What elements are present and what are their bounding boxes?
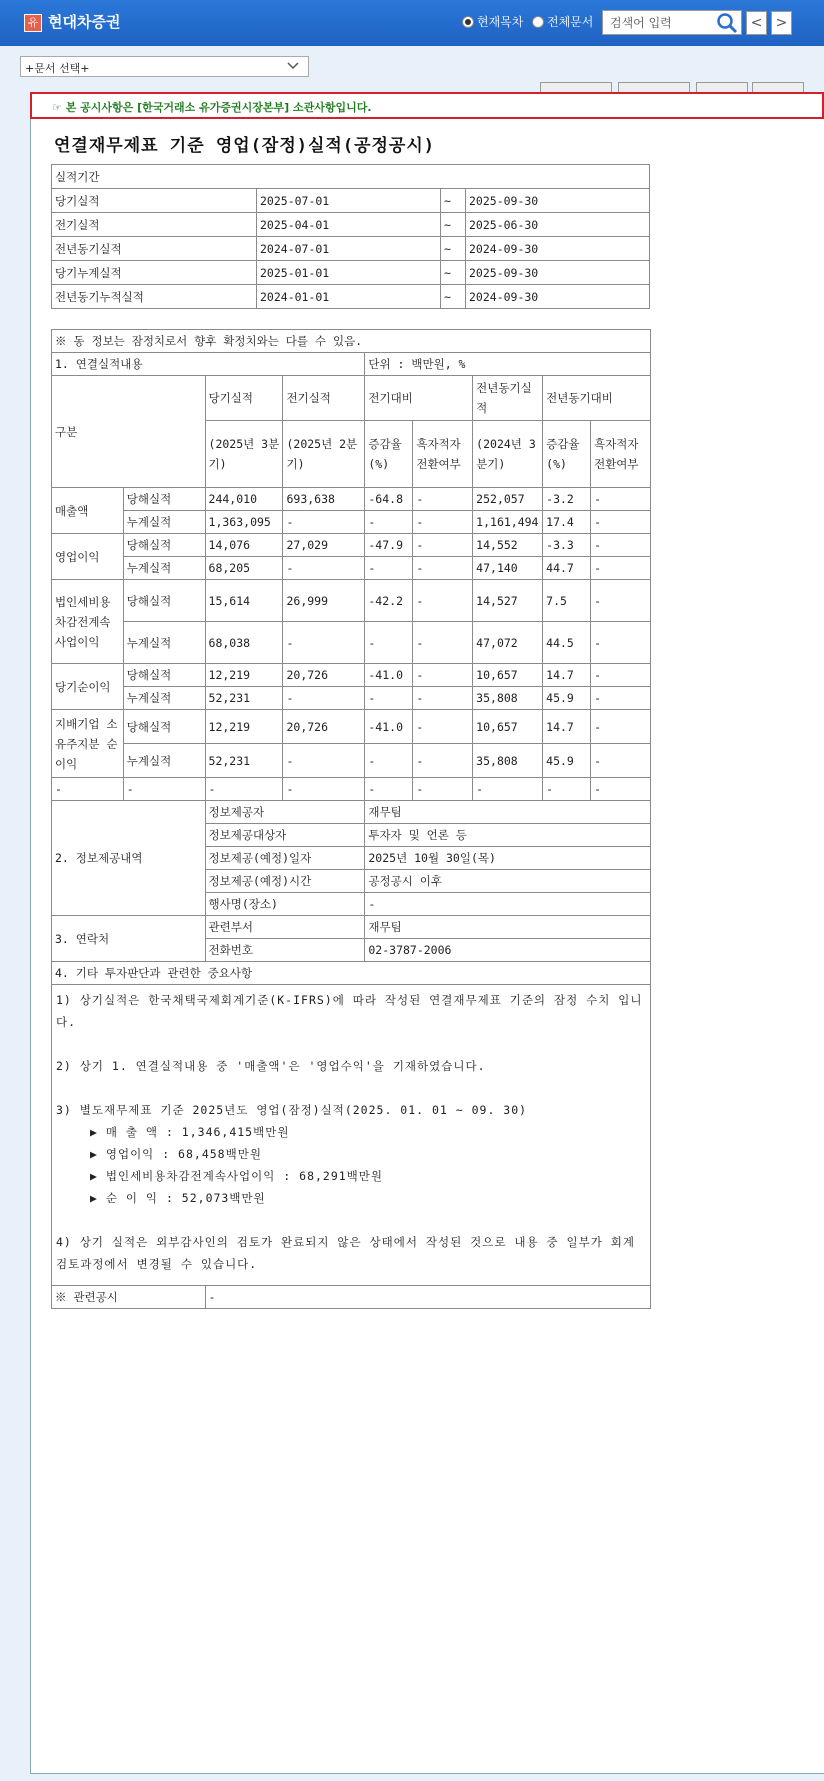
cell-value: - xyxy=(591,511,651,534)
contact-value: 02-3787-2006 xyxy=(365,939,651,962)
misc-bullet: ▶ 매 출 액 : 1,346,415백만원 xyxy=(90,1125,290,1139)
table-row xyxy=(52,237,650,261)
table-row xyxy=(52,778,651,801)
cell-value: - xyxy=(123,778,205,801)
cell-value: 1,363,095 xyxy=(205,511,283,534)
cell-value: - xyxy=(591,710,651,744)
cell-value: - xyxy=(365,687,413,710)
cell-value: -41.0 xyxy=(365,710,413,744)
cell-value: - xyxy=(365,622,413,664)
cell-value: 14.7 xyxy=(543,664,591,687)
toolbar-button[interactable] xyxy=(752,82,804,92)
item-name: 법인세비용차감전계속사업이익 xyxy=(52,580,124,664)
cell-value: - xyxy=(413,534,473,557)
table-row xyxy=(52,710,651,744)
cell-value: - xyxy=(591,664,651,687)
cell-value: - xyxy=(543,778,591,801)
radio-all-label: 전체문서 xyxy=(547,15,594,29)
row-type: 누계실적 xyxy=(123,557,205,580)
toolbar-button[interactable] xyxy=(696,82,748,92)
period-to: 2025-09-30 xyxy=(466,261,650,285)
header-current: 당기실적 xyxy=(205,376,283,421)
cell-value: - xyxy=(413,687,473,710)
cell-value: 20,726 xyxy=(283,710,365,744)
cell-value: 68,205 xyxy=(205,557,283,580)
cell-value: - xyxy=(283,778,365,801)
cell-value: - xyxy=(413,580,473,622)
search-icon[interactable] xyxy=(716,12,738,34)
toolbar-button[interactable] xyxy=(540,82,612,92)
table-row xyxy=(52,511,651,534)
cell-value: 17.4 xyxy=(543,511,591,534)
table-row xyxy=(52,801,651,824)
header-previous: 전기실적 xyxy=(283,376,365,421)
cell-value: - xyxy=(413,664,473,687)
search-input[interactable]: 검색어 입력 xyxy=(602,10,742,35)
header-rate-yoy: 증감율(%) xyxy=(543,421,591,488)
period-label: 전년동기누적실적 xyxy=(52,285,257,309)
info-value: 2025년 10월 30일(목) xyxy=(365,847,651,870)
row-type: 당해실적 xyxy=(123,710,205,744)
misc-paragraph: 3) 별도재무제표 기준 2025년도 영업(잠정)실적(2025. 01. 01 ~ 09. 30) xyxy=(56,1103,528,1117)
period-to: 2025-09-30 xyxy=(466,189,650,213)
row-type: 누계실적 xyxy=(123,511,205,534)
cell-value: - xyxy=(283,687,365,710)
cell-value: - xyxy=(413,778,473,801)
row-type: 당해실적 xyxy=(123,580,205,622)
cell-value: - xyxy=(591,534,651,557)
table-row xyxy=(52,744,651,778)
cell-value: 252,057 xyxy=(473,488,543,511)
info-key: 정보제공(예정)시간 xyxy=(205,870,365,893)
table-row xyxy=(52,488,651,511)
period-label: 전기실적 xyxy=(52,213,257,237)
info-key: 행사명(장소) xyxy=(205,893,365,916)
top-bar xyxy=(0,0,824,46)
row-type: 당해실적 xyxy=(123,488,205,511)
related-label: ※ 관련공시 xyxy=(52,1286,206,1309)
cell-value: 12,219 xyxy=(205,710,283,744)
provisional-note: ※ 동 정보는 잠정치로서 향후 확정치와는 다를 수 있음. xyxy=(52,330,651,353)
page-title: 연결재무제표 기준 영업(잠정)실적(공정공시) xyxy=(54,136,436,156)
radio-all-docs[interactable] xyxy=(532,13,593,30)
row-type: 누계실적 xyxy=(123,622,205,664)
table-row xyxy=(52,261,650,285)
cell-value: - xyxy=(365,511,413,534)
toolbar-button[interactable] xyxy=(618,82,690,92)
cell-value: - xyxy=(413,488,473,511)
period-header: 실적기간 xyxy=(52,165,650,189)
chevron-down-icon xyxy=(286,59,300,73)
item-name: 영업이익 xyxy=(52,534,124,580)
cell-value: 52,231 xyxy=(205,744,283,778)
misc-paragraph: 4) 상기 실적은 외부감사인의 검토가 완료되지 않은 상태에서 작성된 것으로 내용 중 일부가 회계검토과정에서 변경될 수 있습니다. xyxy=(56,1235,635,1271)
period-label: 전년동기실적 xyxy=(52,237,257,261)
period-table xyxy=(51,164,650,309)
cell-value: - xyxy=(473,778,543,801)
cell-value: 7.5 xyxy=(543,580,591,622)
header-previous-sub: (2025년 2분기) xyxy=(283,421,365,488)
cell-value: 45.9 xyxy=(543,744,591,778)
info-value: - xyxy=(365,893,651,916)
period-sep: ~ xyxy=(441,261,466,285)
cell-value: 52,231 xyxy=(205,687,283,710)
company-name: 현대차증권 xyxy=(48,13,121,31)
header-prev-compare: 전기대비 xyxy=(365,376,473,421)
radio-current-toc[interactable] xyxy=(462,13,523,30)
table-row xyxy=(52,687,651,710)
table-row xyxy=(52,213,650,237)
period-from: 2025-01-01 xyxy=(257,261,441,285)
cell-value: 45.9 xyxy=(543,687,591,710)
header-category: 구분 xyxy=(52,376,206,488)
cell-value: - xyxy=(591,687,651,710)
radio-selected-icon[interactable] xyxy=(462,16,474,28)
cell-value: 1,161,494 xyxy=(473,511,543,534)
section-heading: 3. 연락처 xyxy=(52,916,206,962)
radio-unselected-icon[interactable] xyxy=(532,16,544,28)
misc-paragraph: 2) 상기 1. 연결실적내용 중 '매출액'은 '영업수익'을 기재하였습니다. xyxy=(56,1059,486,1073)
cell-value: 20,726 xyxy=(283,664,365,687)
table-row xyxy=(52,189,650,213)
period-to: 2025-06-30 xyxy=(466,213,650,237)
period-sep: ~ xyxy=(441,213,466,237)
cell-value: 14,076 xyxy=(205,534,283,557)
section-heading: 1. 연결실적내용 xyxy=(52,353,365,376)
table-row xyxy=(52,557,651,580)
cell-value: 26,999 xyxy=(283,580,365,622)
cell-value: - xyxy=(413,710,473,744)
row-type: 당해실적 xyxy=(123,664,205,687)
cell-value: -64.8 xyxy=(365,488,413,511)
header-current-sub: (2025년 3분기) xyxy=(205,421,283,488)
cell-value: - xyxy=(591,580,651,622)
cell-value: -3.3 xyxy=(543,534,591,557)
cell-value: - xyxy=(413,557,473,580)
unit-label: 단위 : 백만원, % xyxy=(365,353,651,376)
info-value: 공정공시 이후 xyxy=(365,870,651,893)
document-select-value: +문서 선택+ xyxy=(25,62,90,75)
header-yoy-compare: 전년동기대비 xyxy=(543,376,651,421)
table-row xyxy=(52,916,651,939)
cell-value: 47,072 xyxy=(473,622,543,664)
misc-bullet: ▶ 영업이익 : 68,458백만원 xyxy=(90,1147,262,1161)
jurisdiction-notice: ☞ 본 공시사항은 [한국거래소 유가증권시장본부] 소관사항입니다. xyxy=(30,92,824,119)
document-select[interactable] xyxy=(20,56,309,77)
row-type: 누계실적 xyxy=(123,744,205,778)
cell-value: - xyxy=(591,744,651,778)
cell-value: - xyxy=(591,778,651,801)
period-from: 2024-01-01 xyxy=(257,285,441,309)
cell-value: -3.2 xyxy=(543,488,591,511)
cell-value: 35,808 xyxy=(473,744,543,778)
table-row xyxy=(52,285,650,309)
cell-value: 44.7 xyxy=(543,557,591,580)
item-name: 지배기업 소유주지분 순이익 xyxy=(52,710,124,778)
cell-value: 35,808 xyxy=(473,687,543,710)
cell-value: -42.2 xyxy=(365,580,413,622)
cell-value: - xyxy=(283,622,365,664)
info-value: 재무팀 xyxy=(365,801,651,824)
cell-value: - xyxy=(591,622,651,664)
contact-key: 전화번호 xyxy=(205,939,365,962)
period-to: 2024-09-30 xyxy=(466,237,650,261)
misc-bullet: ▶ 법인세비용차감전계속사업이익 : 68,291백만원 xyxy=(90,1169,384,1183)
header-rate: 증감율(%) xyxy=(365,421,413,488)
info-key: 정보제공자 xyxy=(205,801,365,824)
cell-value: - xyxy=(413,622,473,664)
cell-value: 68,038 xyxy=(205,622,283,664)
table-row xyxy=(52,534,651,557)
company-logo-icon: 유 xyxy=(24,14,42,32)
cell-value: - xyxy=(365,778,413,801)
results-table xyxy=(51,329,651,1309)
period-sep: ~ xyxy=(441,189,466,213)
cell-value: 47,140 xyxy=(473,557,543,580)
cell-value: -41.0 xyxy=(365,664,413,687)
cell-value: -47.9 xyxy=(365,534,413,557)
period-from: 2025-04-01 xyxy=(257,213,441,237)
header-yoy-sub: (2024년 3분기) xyxy=(473,421,543,488)
info-value: 투자자 및 언론 등 xyxy=(365,824,651,847)
table-row xyxy=(52,580,651,622)
item-name: 당기순이익 xyxy=(52,664,124,710)
period-sep: ~ xyxy=(441,237,466,261)
cell-value: - xyxy=(365,557,413,580)
radio-current-label: 현재목차 xyxy=(477,15,524,29)
period-label: 당기누계실적 xyxy=(52,261,257,285)
row-type: 누계실적 xyxy=(123,687,205,710)
table-row xyxy=(52,622,651,664)
cell-value: 15,614 xyxy=(205,580,283,622)
cell-value: - xyxy=(591,488,651,511)
contact-key: 관련부서 xyxy=(205,916,365,939)
contact-value: 재무팀 xyxy=(365,916,651,939)
misc-paragraph: 1) 상기실적은 한국채택국제회계기준(K-IFRS)에 따라 작성된 연결재무제표 기준의 잠정 수치 입니다. xyxy=(56,993,643,1029)
cell-value: 27,029 xyxy=(283,534,365,557)
table-row xyxy=(52,664,651,687)
cell-value: 14.7 xyxy=(543,710,591,744)
cell-value: - xyxy=(283,744,365,778)
cell-value: 693,638 xyxy=(283,488,365,511)
cell-value: 12,219 xyxy=(205,664,283,687)
next-button[interactable]: > xyxy=(771,11,792,35)
cell-value: - xyxy=(413,744,473,778)
info-key: 정보제공(예정)일자 xyxy=(205,847,365,870)
header-turnaround-yoy: 흑자적자전환여부 xyxy=(591,421,651,488)
cell-value: - xyxy=(365,744,413,778)
cell-value: 10,657 xyxy=(473,710,543,744)
period-sep: ~ xyxy=(441,285,466,309)
header-yoy: 전년동기실적 xyxy=(473,376,543,421)
cell-value: 14,527 xyxy=(473,580,543,622)
period-from: 2025-07-01 xyxy=(257,189,441,213)
cell-value: - xyxy=(205,778,283,801)
item-name: 매출액 xyxy=(52,488,124,534)
cell-value: 14,552 xyxy=(473,534,543,557)
cell-value: - xyxy=(591,557,651,580)
period-from: 2024-07-01 xyxy=(257,237,441,261)
prev-button[interactable]: < xyxy=(746,11,767,35)
info-key: 정보제공대상자 xyxy=(205,824,365,847)
related-value: - xyxy=(205,1286,650,1309)
section-heading: 2. 정보제공내역 xyxy=(52,801,206,916)
row-type: 당해실적 xyxy=(123,534,205,557)
cell-value: - xyxy=(413,511,473,534)
misc-bullet: ▶ 순 이 익 : 52,073백만원 xyxy=(90,1191,266,1205)
cell-value: - xyxy=(283,511,365,534)
section-heading: 4. 기타 투자판단과 관련한 중요사항 xyxy=(52,962,651,985)
cell-value: 44.5 xyxy=(543,622,591,664)
cell-value: 244,010 xyxy=(205,488,283,511)
cell-value: - xyxy=(283,557,365,580)
period-to: 2024-09-30 xyxy=(466,285,650,309)
header-turnaround: 흑자적자전환여부 xyxy=(413,421,473,488)
misc-notes xyxy=(52,985,651,1286)
cell-value: - xyxy=(52,778,124,801)
period-label: 당기실적 xyxy=(52,189,257,213)
cell-value: 10,657 xyxy=(473,664,543,687)
